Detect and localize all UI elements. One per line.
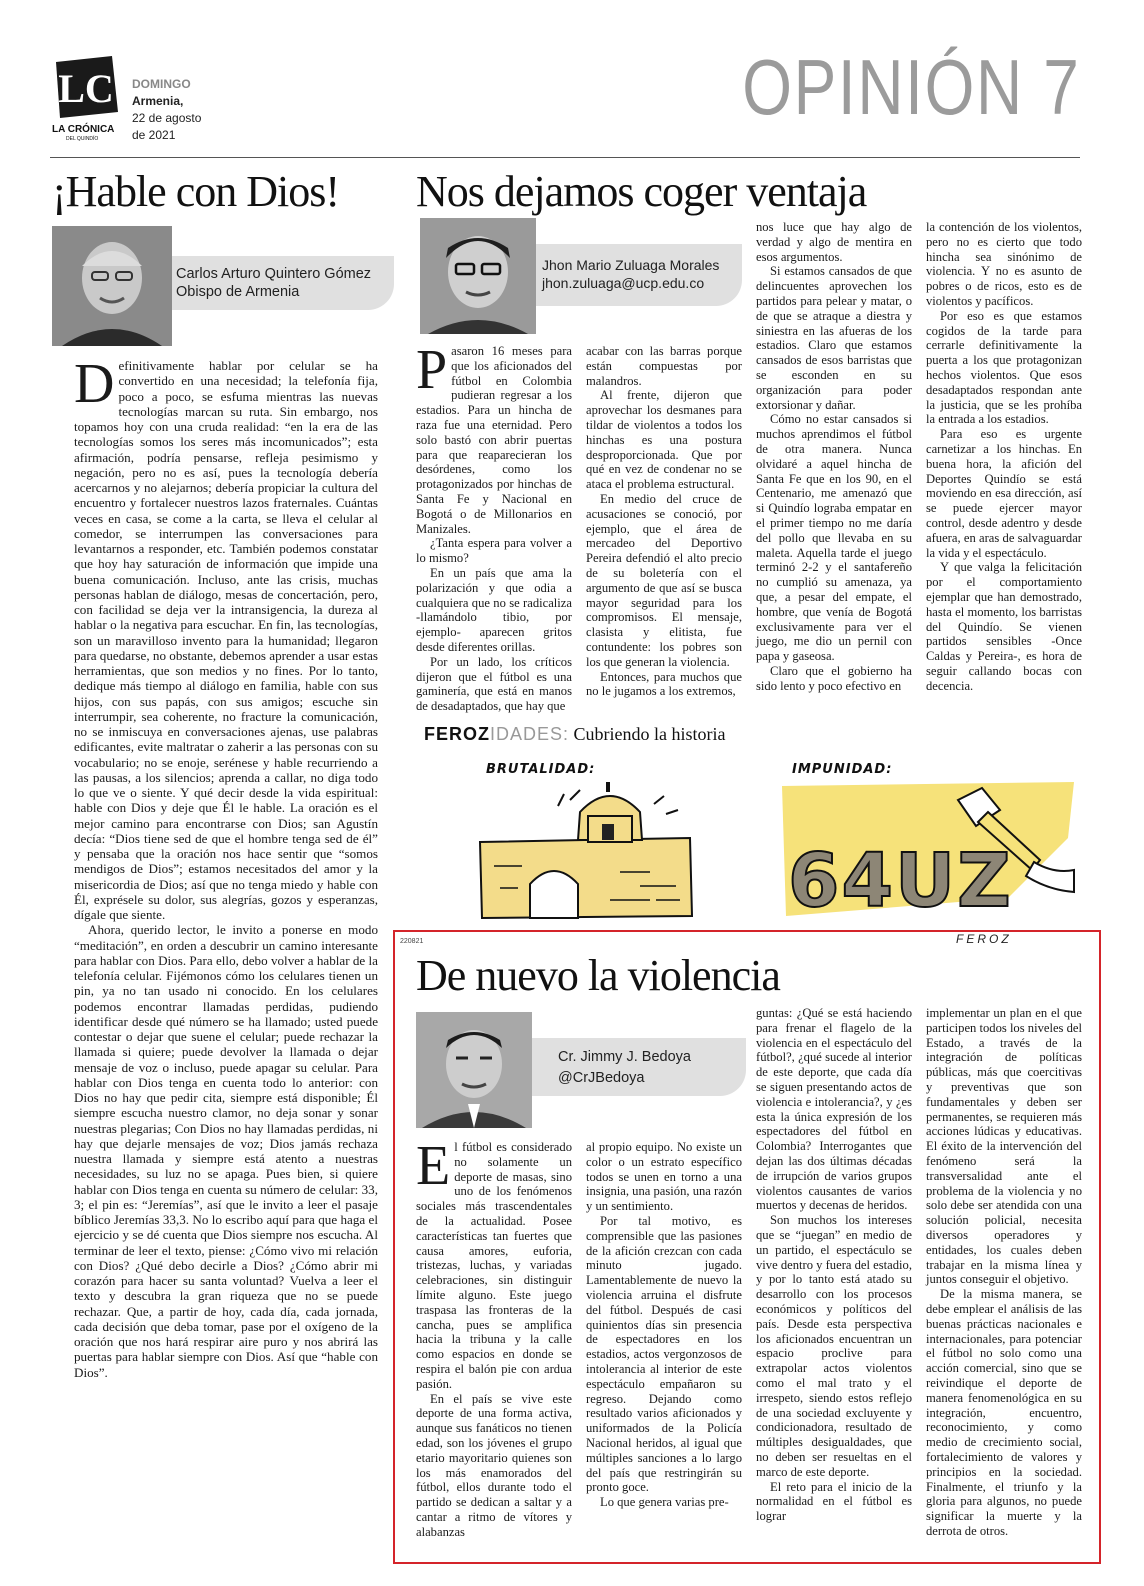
article2-author-email: jhon.zuluaga@ucp.edu.co	[542, 275, 705, 291]
article2-paragraph: Cómo no estar cansados si muchos aprendimos el fútbol de otra manera. Nunca olvidaré a aquel hincha de Santa Fe que en los 90, en el Centenario, me amenazó que si Quindío lograba empatar en el primer tiempo no me daría del pollo que llevaba en su maleta. Aquella tarde el juego terminó 2-2 y el santafereño no cumplió su amenaza, ya que, a pesar del empate, el hombre, que venía de Bogotá exclusivamente para ver el juego, me dio un pernil con papa y gaseosa.	[756, 412, 912, 664]
article1-body	[74, 353, 378, 1520]
article2-dropcap: P	[416, 339, 448, 401]
cartoon-label-left: BRUTALIDAD:	[486, 762, 596, 777]
article3-paragraph: al propio equipo. No existe un color o un estrato específico todos se unen en torno a una insignia, una pasión, una razón y un sentimiento.	[586, 1140, 742, 1214]
cartoon-wall-graffiti: 64UZ	[788, 838, 1013, 924]
article2-paragraph: Al frente, dijeron que aprovechar los desmanes para tildar de violentos a todos los hinchas es una postura desproporcionada. Que por qué en vez de condenar no se ataca el problema estructural.	[586, 388, 742, 492]
article3-author-name: Cr. Jimmy J. Bedoya	[558, 1049, 691, 1065]
article2-paragraph: ¿Tanta espera para volver a lo mismo?	[416, 536, 572, 566]
article3-headline: De nuevo la violencia	[416, 951, 780, 1000]
article3-column-3	[756, 1006, 912, 1540]
article3-paragraph: De la misma manera, se debe emplear el análisis de las buenas prácticas nacionales e internacionales, para potenciar el fútbol no solo como una acción comercial, sino que se reivindique el deporte de manera fenomenológica en su integración, encuentro, reconocimiento, y como medio de crecimiento social, fortalecimiento de valores y principios en la sociedad. Finalmente, el triunfo y la gloria para algunos, no puede significar la muerte y la derrota de otros.	[926, 1287, 1082, 1538]
article2-paragraph: Y que valga la felicitación por el comportamiento ejemplar que han demostrado, hasta el momento, los barristas del Quindío. Se vienen partidos sensibles -Once Caldas y Pereira-, es hora de seguir callando bocas con decencia.	[926, 560, 1082, 693]
newspaper-logo	[52, 54, 120, 120]
date-line-2: de 2021	[132, 128, 176, 142]
date-line-1: 22 de agosto	[132, 111, 202, 125]
article2-paragraph: nos luce que hay algo de verdad y algo de mentira en esos argumentos.	[756, 220, 912, 264]
logo-letters: LC	[58, 66, 114, 111]
cartoon-title	[424, 724, 726, 745]
article3-column-2	[586, 1140, 742, 1540]
article1-headline: ¡Hable con Dios!	[52, 167, 340, 216]
article2-column-1	[416, 339, 572, 714]
article3-paragraph: guntas: ¿Qué se está haciendo para frenar el flagelo de la violencia en el espectáculo del fútbol?, ¿qué sucede al interior de este deporte, que cada día se siguen presentando actos de violencia e intolerancia?, y ¿es esta la única expresión de los espectadores del fútbol en Colombia? Interrogantes que dejan las dos últimas décadas de irrupción de varios grupos violentos causantes de varios muertos y decenas de heridos.	[756, 1006, 912, 1213]
cartoon-title-light: IDADES:	[490, 724, 570, 744]
cartoon-signature: FEROZ	[956, 932, 1012, 946]
article2-column-3	[756, 220, 912, 700]
article3-paragraph: En el país se vive este deporte de una forma activa, aunque sus fanáticos no tienen edad, son los jóvenes el grupo etario mayoritario quienes son los más enamorados del fútbol, ellos durante todo el partido se dedican a saltar y a cantar a ritmo de vítores y alabanzas	[416, 1391, 572, 1539]
article3-author-photo	[416, 1012, 532, 1128]
article1-paragraph: Definitivamente hablar por celular se ha convertido en una necesidad; la telefonía fija, poco a poco, se esfuma mientras las nuevas tecnologías marcan su ruta. Sin embargo, nos topamos hoy con una cruda realidad: “en la era de las tecnologías somos los seres más incomunicados”; esta afirmación, podría pensarse, refleja pesimismo y negación, pero no es así, pues la tecnología debería acercarnos y no alejarnos; debería propiciar la cultura del encuentro y fortalecer nuestros lazos fraternales. Cuántas veces en casa, se come a la carta, se lleva el celular al comedor, se interrumpen las conversaciones para levantarnos a responder, etc. También podemos constatar que hoy hay saturación de información que impide una buena comunicación. Incluso, ante las crisis, muchas personas hablan de diálogo, mesas de concertación, pero, con facilidad se deja ver la intransigencia, la dureza al hablar o la negativa para escuchar. En fin, las tecnologías, son un maravilloso invento para la humanidad; llegaron para quedarse, no obstante, debemos aprender a usar estas herramientas, que son medios y no fines. Por lo tanto, dedique más tiempo al diálogo en familia, hable con sus hijos, con sus papás, con sus amigos; escuche sin interrumpir, sea coherente, no fracture la comunicación, no se inmiscuya en conversaciones ajenas, use palabras edificantes, evite maltratar o zaherir a las personas con su vocabulario; no se enoje, serénese y hable recurriendo a las pausas, a los silencios; aprenda a callar, no diga todo lo que ve o siente. Y qué decir desde la vida espiritual: hable con Dios y deje que Él le hable. La oración es el mejor camino para encontrarse con Dios; san Agustín decía: “Dios tiene sed de que el hombre tenga sed de él” y pensaba que la oración nos hace sentir que “somos mendigos de Dios”; estamos necesitados del amor y la misericordia de Dios; así que no tenga miedo y hable con Él, exprésele su dolor, sus alegrías, gozos y esperanzas, dígale que siente.	[74, 353, 378, 922]
article3-column-4	[926, 1006, 1082, 1540]
city-label: Armenia,	[132, 94, 184, 108]
article3-dropcap: E	[416, 1135, 451, 1197]
day-label: DOMINGO	[132, 77, 191, 91]
article1-author-name: Carlos Arturo Quintero Gómez	[176, 266, 372, 282]
article3-paragraph: implementar un plan en el que participen todos los niveles del Estado, a través de la integración de políticas públicas, más que coercitivas y preventivas que son fundamentales y deben ser permanentes, se requieren más acciones lúdicas y educativas. El éxito de la intervención del fenómeno será la transversalidad ante el problema de la violencia y no solo debe ser atendida con una solución policial, necesita diversos operadores y entidades, los cuales deben trabajar en la misma línea y juntos conseguir el objetivo.	[926, 1006, 1082, 1287]
article2-paragraph: Entonces, para muchos que no le jugamos a los extremos,	[586, 669, 742, 699]
article2-paragraph: Si estamos cansados de que delincuentes aprovechen los partidos para pelear y matar, o de que se atraque a diestra y siniestra en las afueras de los estadios. Claro que estamos cansados de esos barristas que se esconden en su organización para poder extorsionar y dañar.	[756, 264, 912, 412]
article2-paragraph: la contención de los violentos, pero no es cierto que todo hincha sea sinónimo de violencia. Y no es asunto de pobres o de ricos, esto es de violentos y pacíficos.	[926, 220, 1082, 308]
logo-name: LA CRÓNICA	[52, 124, 115, 135]
article2-paragraph: En medio del cruce de acusaciones se conoció, por ejemplo, que el área de mercadeo del Deportivo Pereira defendió el alto precio de su boletería con el argumento de que así se busca mayor seguridad para los compromisos. El mensaje, clasista y elitista, fue contundente: los pobres son los que generan la violencia.	[586, 491, 742, 669]
article1-author-photo	[52, 226, 172, 346]
article2-paragraph: Por eso es que estamos cogidos de la tarde para cerrarle definitivamente la puerta a los que protagonizan hechos violentos. Que esos desadaptados respondan ante la justicia, que se les prohíba la entrada a los estadios.	[926, 308, 1082, 427]
article2-paragraph: En un país que ama la polarización y que odia a cualquiera que no se radicaliza -llamándolo tibio, por ejemplo- aparecen gritos desde diferentes orillas.	[416, 565, 572, 654]
article3-author-tab	[500, 1038, 746, 1096]
header-rule	[50, 157, 1080, 158]
article2-paragraph: Claro que el gobierno ha sido lento y poco efectivo en	[756, 663, 912, 693]
cartoon-code: 220821	[400, 938, 424, 945]
article3-author-handle: @CrJBedoya	[558, 1070, 645, 1086]
article3-paragraph: El fútbol es considerado no solamente un deporte de masas, sino uno de los fenómenos sociales más trascendentales de la actualidad. Posee características tan fuertes que causa amores, euforia, tristezas, luchas, y variadas celebraciones, sin distinguir límite alguno. Este juego traspasa las fronteras de la cancha, pues se amplifica hacia la tribuna y la calle como espacios en donde se respira el balón pie con ardua pasión.	[416, 1135, 572, 1391]
article3-paragraph: Son muchos los intereses que se “juegan” en medio de un partido, el espectáculo se vive dentro y fuera del estadio, y por lo tanto está atado su desarrollo con los procesos económicos y políticos del país. Desde esta perspectiva los aficionados encuentran un espacio proclive para extrapolar actos violentos como el mal trato y el irrespeto, siendo estos reflejo de una sociedad excluyente y condicionadora, resultado de múltiples desigualdades, que no deben ser resueltas en el marco de este deporte.	[756, 1213, 912, 1479]
article2-paragraph: Por un lado, los críticos dijeron que el fútbol es una gaminería, que está en manos de desadaptados, que hay que	[416, 654, 572, 714]
cartoon-title-bold: FEROZ	[424, 724, 490, 744]
cartoon-impunity-illustration	[778, 778, 1078, 924]
cartoon-fortress-illustration	[470, 776, 710, 924]
article2-column-2	[586, 344, 742, 700]
article2-author-name: Jhon Mario Zuluaga Morales	[542, 257, 720, 273]
article1-paragraph: Ahora, querido lector, le invito a ponerse en modo “meditación”, en orden a descubrir un camino interesante para hablar con Dios. Para ello, debo volver a hablar de la telefonía celular. Fijémonos cómo los celulares tienen un pin, ya no tan usado ni conocido. En los celulares podemos encontrar llamadas perdidas, pudiendo identificar desde qué número se ha llamado; usted puede contestar o dejar que suene el celular; puede rechazar la llamada si quiere; puede devolver la llamada o dejar mensaje de voz o incluso, puede apagar su celular. Para hablar con Dios tenga en cuenta todo lo anterior: con Dios no hay que pedir cita, siempre está disponible; Él siempre escucha nuestro clamor, no deja sonar y sonar nuestras plegarias; Con Dios no hay llamadas perdidas, ni hay que dejarle mensajes de voz; Dios jamás rechaza nuestra llamada y siempre está atento a nuestras necesidades, su luz no se apaga. Pues bien, si quiere hablar con Dios tenga en cuenta su número de celular: 33, 3; el pin es: “Jeremías”, así que le invito a leer el pasaje bíblico Jeremías 33,3. No lo escribo aquí para que haga el ejercicio y se dé cuenta que Dios siempre nos escucha. Al terminar de leer el texto, piense: ¿Cómo vivo mi relación con Dios? ¿Qué debo decirle a Dios? ¿Cómo abrir mi corazón para hacer su santa voluntad? Vuelva a leer el texto y descubra la gran riqueza que no se puede rechazar. Que, a partir de hoy, cada día, cada jornada, cada decisión que deba tomar, pase por el oxígeno de la oración que nos hará respirar aire puro y nos abrirá las puertas para hablar siempre con Dios. Así que “hable con Dios”.	[74, 922, 378, 1380]
article2-paragraph: Pasaron 16 meses para que los aficionados del fútbol en Colombia pudieran regresar a los estadios. Para un hincha de raza fue una eternidad. Pero solo bastó con abrir puertas para que reaparecieran los desórdenes, como los protagonizados por hinchas de Santa Fe y Nacional en Bogotá o de Millonarios en Manizales.	[416, 339, 572, 536]
article1-dropcap: D	[74, 353, 115, 415]
article2-author-photo	[420, 218, 536, 334]
article2-paragraph: Para eso es urgente carnetizar a los hinchas. En buena hora, la afición del Deportes Quindío se está moviendo en esa dirección, así se puede ejercer mayor control, desde adentro y desde afuera, en aras de salvaguardar la vida y el espectáculo.	[926, 427, 1082, 560]
cartoon-label-right: IMPUNIDAD:	[792, 762, 893, 777]
cartoon-title-rest: Cubriendo la historia	[573, 724, 726, 744]
article2-headline: Nos dejamos coger ventaja	[416, 167, 867, 216]
logo-subtitle: DEL QUINDÍO	[66, 136, 99, 142]
article1-author-role: Obispo de Armenia	[176, 284, 300, 300]
article3-paragraph: El reto para el inicio de la normalidad en el fútbol es lograr	[756, 1479, 912, 1524]
article3-paragraph: Lo que genera varias pre-	[600, 1495, 729, 1510]
article2-column-4	[926, 220, 1082, 700]
date-block	[132, 76, 201, 144]
article3-paragraph: Por tal motivo, es comprensible que las pasiones de la afición crezcan con cada minuto jugado. Lamentablemente de nuevo la violencia arruina el disfrute del fútbol. Después de casi quinientos días sin presencia de espectadores en los estadios, actos vergonzosos de intolerancia al interior de este espectáculo empañaron su regreso. Dejando como resultado varios aficionados y uniformados de la Policía Nacional heridos, al igual que múltiples sanciones a lo largo del país que restringirán su pronto goce.	[586, 1213, 742, 1495]
article3-column-1	[416, 1135, 572, 1540]
section-title: OPINIÓN 7	[741, 43, 1080, 131]
article2-paragraph: acabar con las barras porque están compuestas por malandros.	[586, 344, 742, 388]
